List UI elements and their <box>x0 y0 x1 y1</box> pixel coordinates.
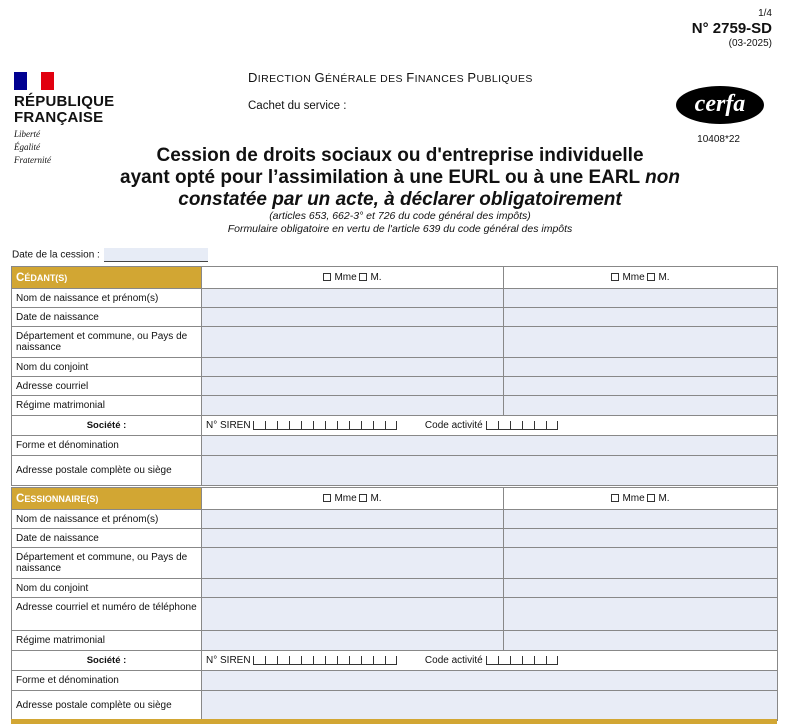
input-field[interactable] <box>504 529 778 548</box>
societe-label: Société : <box>12 416 202 436</box>
siren-input[interactable] <box>253 421 397 430</box>
societe-ids: N° SIREN Code activité <box>202 416 778 436</box>
cedant2-civility: Mme M. <box>504 267 778 289</box>
m-checkbox[interactable] <box>359 494 367 502</box>
page-number: 1/4 <box>758 8 772 19</box>
m-checkbox[interactable] <box>647 494 655 502</box>
input-field[interactable] <box>202 548 504 579</box>
row-label: Département et commune, ou Pays de naissance <box>12 327 202 358</box>
cedant1-civility: Mme M. <box>202 267 504 289</box>
row-label: Date de naissance <box>12 529 202 548</box>
input-field[interactable] <box>202 456 778 486</box>
input-field[interactable] <box>202 691 778 721</box>
m-checkbox[interactable] <box>359 273 367 281</box>
row-label: Nom de naissance et prénom(s) <box>12 289 202 308</box>
mandatory-note: Formulaire obligatoire en vertu de l'article 639 du code général des impôts <box>227 223 573 235</box>
input-field[interactable] <box>504 510 778 529</box>
input-field[interactable] <box>202 308 504 327</box>
input-field[interactable] <box>202 358 504 377</box>
mme-checkbox[interactable] <box>323 494 331 502</box>
input-field[interactable] <box>504 358 778 377</box>
cerfa-code: 10408*22 <box>697 134 740 145</box>
row-label: Régime matrimonial <box>12 396 202 416</box>
input-field[interactable] <box>202 510 504 529</box>
cessionnaire-section-header: CESSIONNAIRE(S) <box>12 488 202 510</box>
input-field[interactable] <box>202 631 504 651</box>
motto-liberte: Liberté <box>14 129 40 139</box>
row-label: Forme et dénomination <box>12 671 202 691</box>
input-field[interactable] <box>202 436 778 456</box>
input-field[interactable] <box>202 396 504 416</box>
motto-fraternite: Fraternité <box>14 155 51 165</box>
row-label: Forme et dénomination <box>12 436 202 456</box>
code-activite-input[interactable] <box>486 421 558 430</box>
societe-label: Société : <box>12 651 202 671</box>
form-version-date: (03-2025) <box>728 38 772 49</box>
input-field[interactable] <box>504 598 778 631</box>
cessionnaire1-civility: Mme M. <box>202 488 504 510</box>
title-line2: ayant opté pour l’assimilation à une EURL ou à une EARL non <box>120 167 680 188</box>
republic-line1: RÉPUBLIQUE <box>14 93 115 110</box>
input-field[interactable] <box>504 327 778 358</box>
cessionnaire2-civility: Mme M. <box>504 488 778 510</box>
row-label: Adresse courriel et numéro de téléphone <box>12 598 202 631</box>
motto-egalite: Égalité <box>14 142 40 152</box>
row-label: Adresse postale complète ou siège <box>12 456 202 486</box>
title-line3: constatée par un acte, à déclarer obligatoirement <box>178 189 622 210</box>
input-field[interactable] <box>504 631 778 651</box>
row-label: Nom du conjoint <box>12 579 202 598</box>
row-label: Département et commune, ou Pays de naissance <box>12 548 202 579</box>
cachet-du-service-label: Cachet du service : <box>248 100 347 112</box>
societe-ids: N° SIREN Code activité <box>202 651 778 671</box>
input-field[interactable] <box>504 308 778 327</box>
dgfip-heading: DIRECTION GÉNÉRALE DES FINANCES PUBLIQUES <box>248 70 533 85</box>
input-field[interactable] <box>202 327 504 358</box>
row-label: Nom de naissance et prénom(s) <box>12 510 202 529</box>
mme-checkbox[interactable] <box>323 273 331 281</box>
cedant-section-header: CÉDANT(S) <box>12 267 202 289</box>
cession-date-field: Date de la cession : <box>12 248 208 262</box>
row-label: Régime matrimonial <box>12 631 202 651</box>
mme-checkbox[interactable] <box>611 273 619 281</box>
row-label: Nom du conjoint <box>12 358 202 377</box>
marianne-flag-icon <box>14 72 54 90</box>
input-field[interactable] <box>202 529 504 548</box>
cerfa-logo: cerfa <box>676 86 764 124</box>
cedant-table <box>11 266 778 486</box>
input-field[interactable] <box>202 671 778 691</box>
code-activite-input[interactable] <box>486 656 558 665</box>
input-field[interactable] <box>202 289 504 308</box>
form-number: N° 2759-SD <box>691 20 772 37</box>
republic-line2: FRANÇAISE <box>14 109 104 126</box>
row-label: Adresse postale complète ou siège <box>12 691 202 721</box>
input-field[interactable] <box>202 377 504 396</box>
input-field[interactable] <box>504 579 778 598</box>
cessionnaire-table <box>11 487 778 721</box>
next-section-strip <box>11 719 777 724</box>
m-checkbox[interactable] <box>647 273 655 281</box>
input-field[interactable] <box>504 396 778 416</box>
input-field[interactable] <box>202 598 504 631</box>
siren-input[interactable] <box>253 656 397 665</box>
input-field[interactable] <box>504 377 778 396</box>
input-field[interactable] <box>504 289 778 308</box>
input-field[interactable] <box>504 548 778 579</box>
cession-date-input[interactable] <box>104 248 208 262</box>
mme-checkbox[interactable] <box>611 494 619 502</box>
row-label: Date de naissance <box>12 308 202 327</box>
articles-note: (articles 653, 662-3° et 726 du code général des impôts) <box>269 210 531 222</box>
input-field[interactable] <box>202 579 504 598</box>
row-label: Adresse courriel <box>12 377 202 396</box>
title-line1: Cession de droits sociaux ou d'entreprise individuelle <box>156 145 644 166</box>
